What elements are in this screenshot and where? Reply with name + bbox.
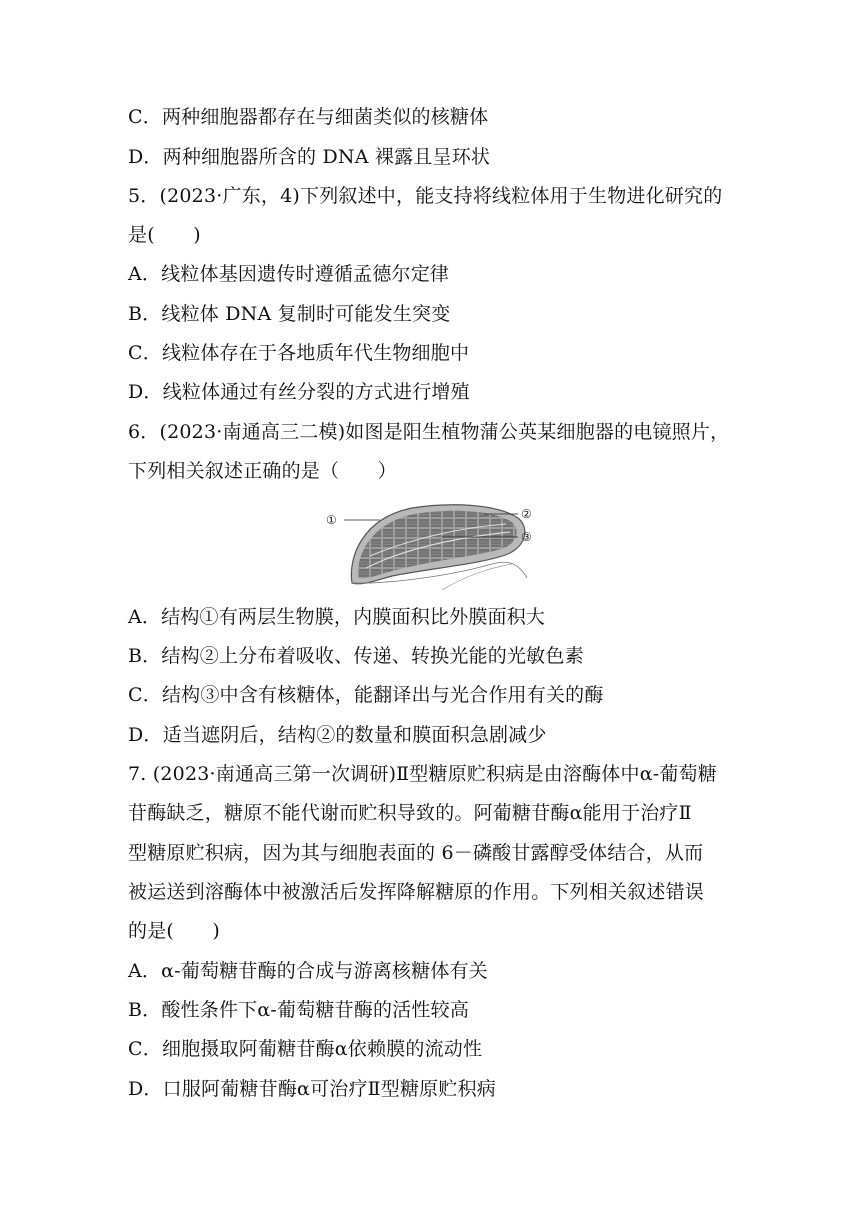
- q4-option-d: D．两种细胞器所含的 DNA 裸露且呈环状: [128, 146, 491, 168]
- q5-option-b: B．线粒体 DNA 复制时可能发生突变: [128, 303, 451, 325]
- q7-option-c: C．细胞摄取阿葡糖苷酶α依赖膜的流动性: [128, 1038, 483, 1060]
- q7-option-d: D．口服阿葡糖苷酶α可治疗Ⅱ型糖原贮积病: [128, 1078, 496, 1100]
- q7-stem-line-3: 型糖原贮积病，因为其与细胞表面的 6－磷酸甘露醇受体结合，从而: [128, 842, 704, 864]
- q6-option-d: D．适当遮阴后，结构②的数量和膜面积急剧减少: [128, 724, 547, 746]
- q6-stem-line-2: 下列相关叙述正确的是（ ）: [128, 460, 397, 482]
- q7-stem-line-4: 被运送到溶酶体中被激活后发挥降解糖原的作用。下列相关叙述错误: [128, 881, 705, 903]
- q7-stem-line-1: 7. (2023·南通高三第一次调研)Ⅱ型糖原贮积病是由溶酶体中α-葡萄糖: [128, 763, 717, 785]
- q5-stem-line-1: 5．(2023·广东，4)下列叙述中，能支持将线粒体用于生物进化研究的: [128, 185, 723, 207]
- q7-stem-line-2: 苷酶缺乏，糖原不能代谢而贮积导致的。阿葡糖苷酶α能用于治疗Ⅱ: [128, 802, 692, 824]
- q4-option-c: C．两种细胞器都存在与细菌类似的核糖体: [128, 106, 489, 128]
- q5-option-a: A．线粒体基因遗传时遵循孟德尔定律: [128, 263, 450, 285]
- q6-stem-line-1: 6．(2023·南通高三二模)如图是阳生植物蒲公英某细胞器的电镜照片，: [128, 421, 730, 443]
- figure-label-2: ②: [521, 507, 532, 521]
- figure-label-1: ①: [326, 513, 337, 527]
- q5-option-d: D．线粒体通过有丝分裂的方式进行增殖: [128, 381, 470, 403]
- chloroplast-micrograph: [322, 498, 542, 590]
- q5-option-c: C．线粒体存在于各地质年代生物细胞中: [128, 342, 470, 364]
- q6-option-b: B．结构②上分布着吸收、传递、转换光能的光敏色素: [128, 645, 584, 667]
- q7-stem-line-5: 的是( ): [128, 920, 221, 942]
- q6-option-c: C．结构③中含有核糖体，能翻译出与光合作用有关的酶: [128, 684, 604, 706]
- q5-stem-line-2: 是( ): [128, 224, 201, 246]
- q7-option-a: A．α-葡萄糖苷酶的合成与游离核糖体有关: [128, 960, 488, 982]
- q7-option-b: B．酸性条件下α-葡萄糖苷酶的活性较高: [128, 999, 470, 1021]
- q6-option-a: A．结构①有两层生物膜，内膜面积比外膜面积大: [128, 606, 546, 628]
- figure-label-3: ③: [521, 530, 532, 544]
